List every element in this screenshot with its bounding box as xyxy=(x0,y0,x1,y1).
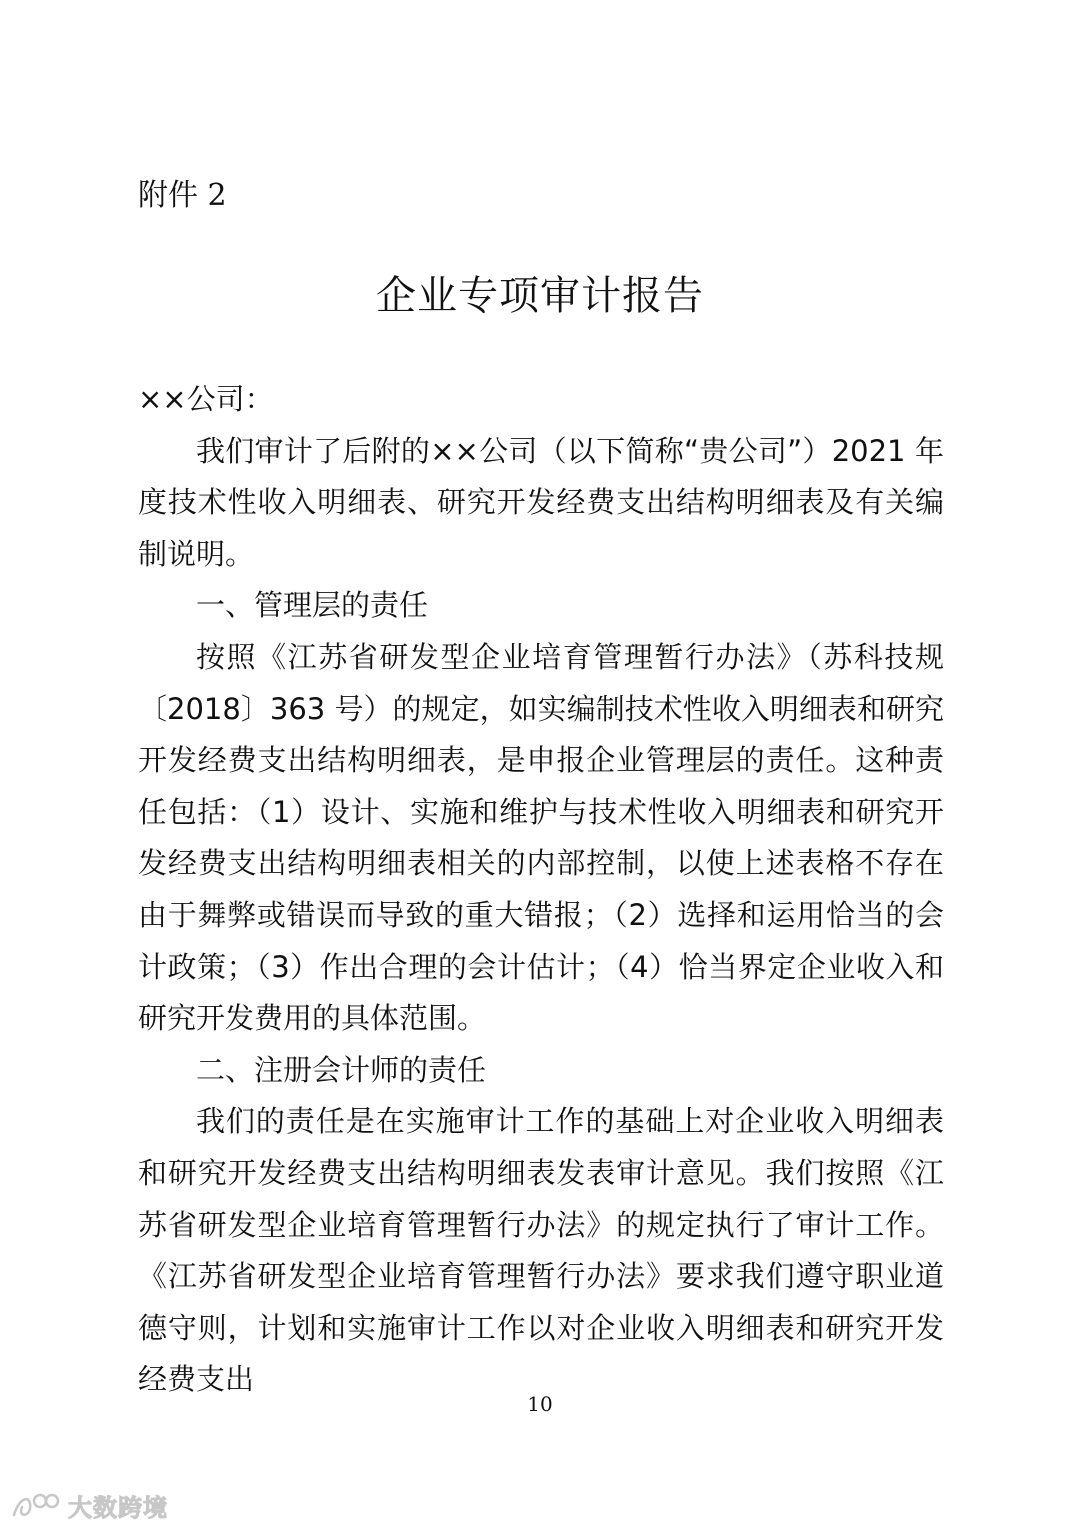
page-number: 10 xyxy=(527,1392,553,1416)
intro-paragraph: 我们审计了后附的××公司（以下简称“贵公司”）2021 年度技术性收入明细表、研究开发经费支出结构明细表及有关编制说明。 xyxy=(138,433,944,571)
section-heading-cpa: 二、注册会计师的责任 xyxy=(196,1052,487,1087)
attachment-label: 附件 2 xyxy=(138,178,227,213)
management-responsibility-paragraph: 按照《江苏省研发型企业培育管理暂行办法》（苏科技规〔2018〕363 号）的规定，如实编制技术性收入明细表和研究开发经费支出结构明细表，是申报企业管理层的责任。这种责任包括：（1）设计、实施和维护与技术性收入明细表和研究开发经费支出结构明细表相关的内部控制，以使上述表格不存在由于舞弊或错误而导致的重大错报；（2）选择和运用恰当的会计政策；（3）作出合理的会计估计；（4）恰当界定企业收入和研究开发费用的具体范围。 xyxy=(138,639,944,1036)
cpa-responsibility-paragraph: 我们的责任是在实施审计工作的基础上对企业收入明细表和研究开发经费支出结构明细表发表审计意见。我们按照《江苏省研发型企业培育管理暂行办法》的规定执行了审计工作。《江苏省研发型企业培育管理暂行办法》要求我们遵守职业道德守则，计划和实施审计工作以对企业收入明细表和研究开发经费支出 xyxy=(138,1104,944,1397)
watermark xyxy=(10,1488,168,1523)
section-heading-management: 一、管理层的责任 xyxy=(196,588,429,623)
document-body xyxy=(138,374,944,1406)
addressee-line: ××公司： xyxy=(138,382,274,416)
document-title: 企业专项审计报告 xyxy=(376,273,704,319)
brand-logo-icon xyxy=(10,1491,62,1521)
watermark-text: 大数跨境 xyxy=(68,1494,168,1522)
